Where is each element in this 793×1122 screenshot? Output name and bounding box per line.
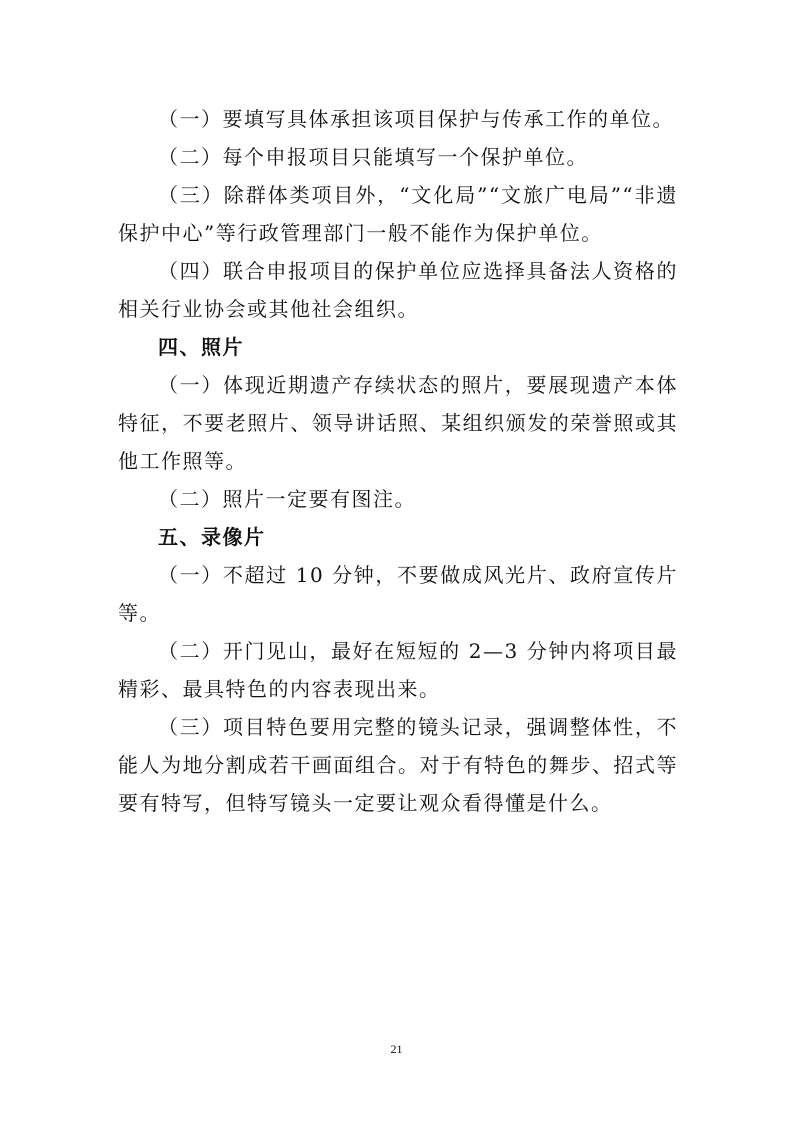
paragraph-protection-unit-3: （三）除群体类项目外，“文化局”“文旅广电局”“非遗保护中心”等行政管理部门一般不能作为保护单位。 [118,183,678,245]
paragraph-protection-unit-2: （二）每个申报项目只能填写一个保护单位。 [158,145,588,169]
paragraph-photos-2: （二）照片一定要有图注。 [158,487,416,511]
section-heading-video: 五、录像片 [158,525,266,549]
paragraph-video-1: （一）不超过 10 分钟，不要做成风光片、政府宣传片等。 [118,563,678,625]
paragraph-video-3: （三）项目特色要用完整的镜头记录，强调整体性，不能人为地分割成若干画面组合。对于有特色的舞步、招式等要有特写，但特写镜头一定要让观众看得懂是什么。 [118,715,678,815]
paragraph-photos-1: （一）体现近期遗产存续状态的照片，要展现遗产本体特征，不要老照片、领导讲话照、某组织颁发的荣誉照或其他工作照等。 [118,373,678,473]
section-heading-photos: 四、照片 [158,335,244,359]
paragraph-video-2: （二）开门见山，最好在短短的 2—3 分钟内将项目最精彩、最具特色的内容表现出来。 [118,639,678,701]
paragraph-protection-unit-4: （四）联合申报项目的保护单位应选择具备法人资格的相关行业协会或其他社会组织。 [118,259,678,321]
page-content [118,100,678,822]
page-number: 21 [390,1042,403,1056]
paragraph-protection-unit-1: （一）要填写具体承担该项目保护与传承工作的单位。 [158,107,674,131]
